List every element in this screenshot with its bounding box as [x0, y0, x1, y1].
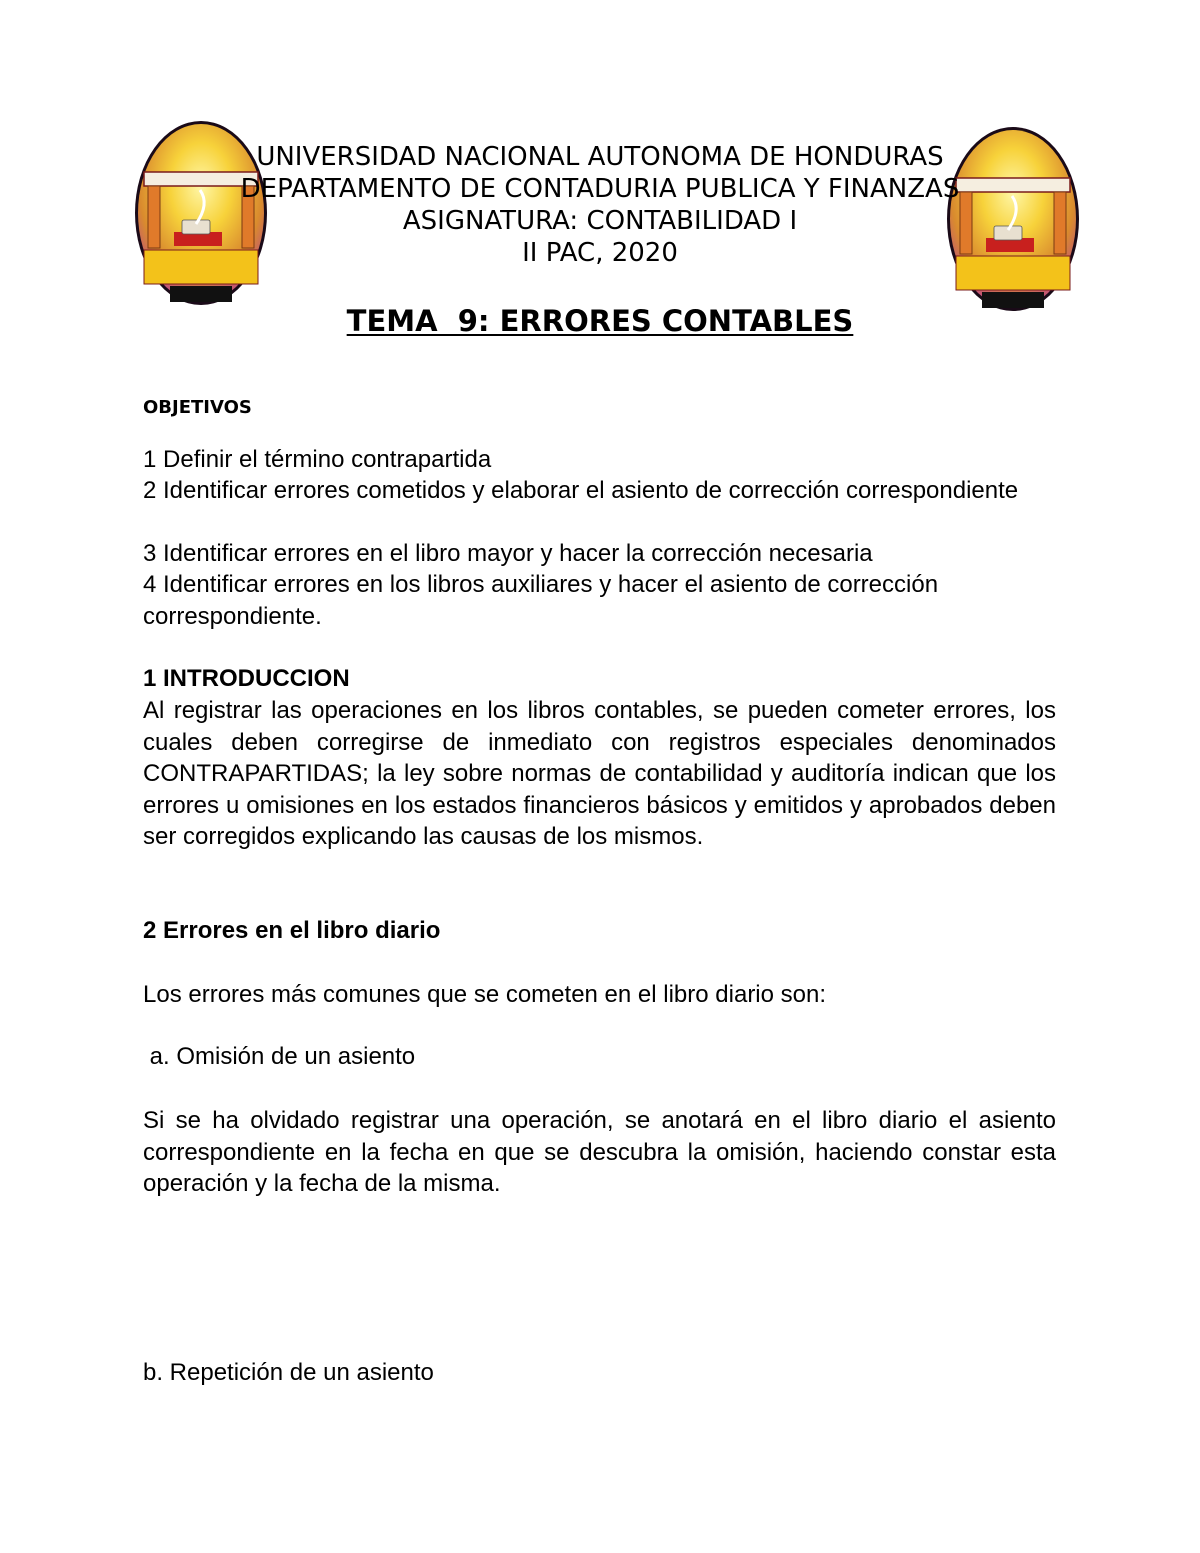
page-title-text: TEMA 9: ERRORES CONTABLES: [346, 304, 854, 338]
intro-heading: 1 INTRODUCCION: [143, 665, 350, 692]
header-period: II PAC, 2020: [522, 238, 678, 268]
objectives-heading: OBJETIVOS: [143, 397, 252, 418]
page-title: [0, 303, 1200, 339]
section2-heading: 2 Errores en el libro diario: [143, 917, 441, 944]
intro-paragraph: Al registrar las operaciones en los libros contables, se pueden cometer errores, los cuales deben corregirse de inmediato con registros especiales denominados CONTRAPARTIDAS; la ley sobre normas de contabilidad y auditoría indican que los errores u omisiones en los estados financieros básicos y emitidos y aprobados deben ser corregidos explicando las causas de los mismos.: [143, 697, 1056, 850]
section2-lead: Los errores más comunes que se cometen en el libro diario son:: [143, 981, 827, 1008]
header-subject: ASIGNATURA: CONTABILIDAD I: [402, 206, 798, 236]
objective-item-4: 4 Identificar errores en los libros auxiliares y hacer el asiento de corrección correspondiente.: [143, 571, 939, 630]
header-university: UNIVERSIDAD NACIONAL AUTONOMA DE HONDURAS: [256, 142, 944, 172]
item-b-heading: b. Repetición de un asiento: [143, 1359, 434, 1386]
objective-item-2: 2 Identificar errores cometidos y elaborar el asiento de corrección correspondiente: [143, 477, 1019, 504]
item-a-heading: a. Omisión de un asiento: [143, 1043, 416, 1070]
header-department: DEPARTAMENTO DE CONTADURIA PUBLICA Y FINANZAS: [240, 174, 960, 204]
objective-item-1: 1 Definir el término contrapartida: [143, 446, 492, 473]
objective-item-3: 3 Identificar errores en el libro mayor y hacer la corrección necesaria: [143, 540, 873, 567]
item-a-paragraph: Si se ha olvidado registrar una operación, se anotará en el libro diario el asiento correspondiente en la fecha en que se descubra la omisión, haciendo constar esta operación y la fecha de la misma.: [143, 1107, 1056, 1197]
